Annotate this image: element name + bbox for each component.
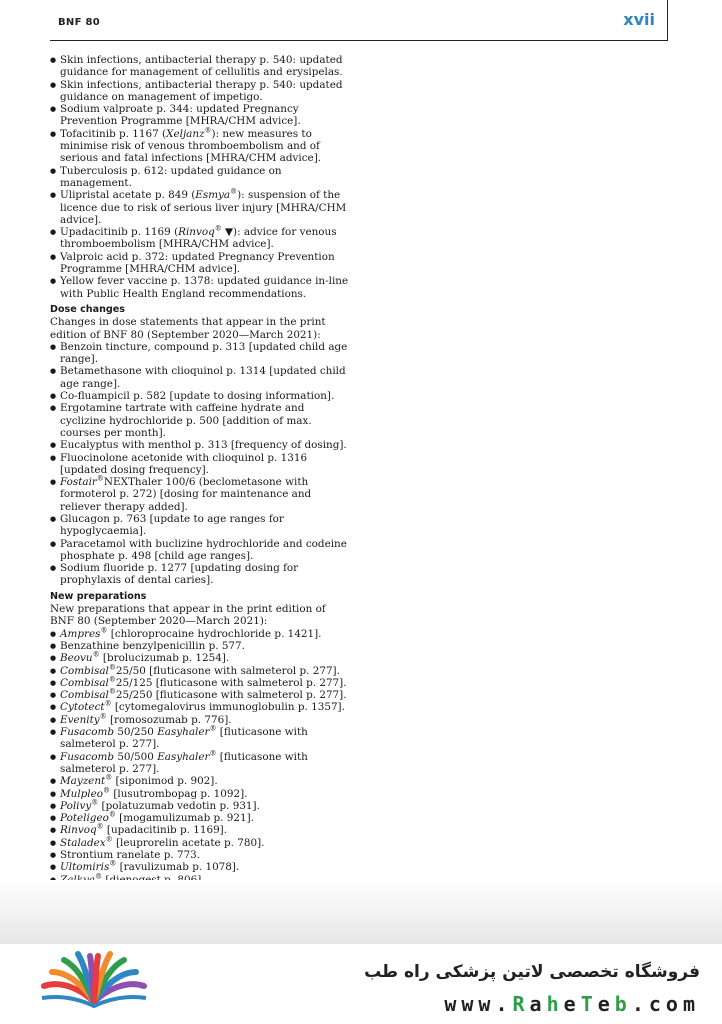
brand-name: Poteligeo bbox=[60, 812, 109, 825]
registered-mark: ® bbox=[209, 724, 217, 733]
list-item bbox=[50, 751, 350, 776]
list-item bbox=[50, 824, 350, 836]
list-item bbox=[50, 390, 350, 402]
brand-name: Cytotect bbox=[60, 701, 105, 714]
brand-name: Fostair bbox=[60, 476, 97, 489]
brand-name: Rinvoq bbox=[178, 226, 215, 239]
item-text: Eucalyptus with menthol p. 313 [frequency of dosing]. bbox=[60, 439, 347, 452]
brand-name: Easyhaler bbox=[157, 726, 210, 739]
list-item bbox=[50, 689, 350, 701]
brand-name: Fusacomb bbox=[60, 726, 115, 739]
registered-mark: ® bbox=[96, 474, 104, 483]
registered-mark: ® bbox=[108, 810, 116, 819]
brand-name: Mayzent bbox=[60, 775, 106, 788]
registered-mark: ® bbox=[230, 187, 238, 196]
list-item bbox=[50, 103, 350, 128]
item-text: [mogamulizumab p. 921]. bbox=[115, 812, 254, 825]
item-text: Skin infections, antibacterial therapy p. 540: updated guidance on management of impetigo. bbox=[60, 78, 343, 103]
list-item bbox=[50, 677, 350, 689]
list-item bbox=[50, 665, 350, 677]
brand-name: Staladex bbox=[60, 836, 106, 849]
item-text: 50/250 bbox=[114, 726, 158, 739]
list-item bbox=[50, 165, 350, 190]
list-item bbox=[50, 849, 350, 861]
brand-name: Beovu bbox=[60, 652, 93, 665]
brand-name: Combisal bbox=[60, 664, 109, 677]
list-item bbox=[50, 628, 350, 640]
brand-name: Xeljanz bbox=[166, 127, 205, 140]
list-item bbox=[50, 226, 350, 251]
item-text: Strontium ranelate p. 773. bbox=[60, 849, 201, 861]
registered-mark: ® bbox=[91, 798, 99, 807]
list-item bbox=[50, 652, 350, 664]
item-text: [siponimod p. 902]. bbox=[112, 775, 218, 788]
list-item bbox=[50, 812, 350, 824]
dose-changes-intro: Changes in dose statements that appear in the print edition of BNF 80 (September 2020—March 2021): bbox=[50, 316, 326, 341]
list-item bbox=[50, 562, 350, 587]
list-item bbox=[50, 54, 350, 79]
registered-mark: ® bbox=[209, 749, 217, 758]
page-content bbox=[50, 54, 350, 886]
item-text: Sodium fluoride p. 1277 [updating dosing for prophylaxis of dental caries]. bbox=[60, 562, 299, 587]
item-text: NEXThaler 100/6 (beclometasone with formoterol p. 272) [dosing for maintenance and reliever therapy added]. bbox=[60, 476, 312, 513]
list-item bbox=[50, 800, 350, 812]
brand-name: Evenity bbox=[60, 713, 100, 726]
list-item bbox=[50, 452, 350, 477]
list-item bbox=[50, 402, 350, 439]
brand-name: Fusacomb bbox=[60, 750, 115, 763]
item-text: [cytomegalovirus immunoglobulin p. 1357]. bbox=[111, 701, 345, 714]
new-preparations-intro: New preparations that appear in the print edition of BNF 80 (September 2020—March 2021): bbox=[50, 603, 326, 628]
list-item bbox=[50, 701, 350, 713]
list-item bbox=[50, 837, 350, 849]
list-item bbox=[50, 726, 350, 751]
dose-changes-heading: Dose changes bbox=[50, 303, 126, 315]
registered-mark: ® bbox=[105, 773, 113, 782]
item-text: Sodium valproate p. 344: updated Pregnancy Prevention Programme [MHRA/CHM advice]. bbox=[60, 103, 301, 128]
item-text: [polatuzumab vedotin p. 931]. bbox=[98, 799, 260, 812]
item-text: [leuprorelin acetate p. 780]. bbox=[112, 836, 265, 849]
new-preparations-list bbox=[50, 628, 350, 886]
item-text: 50/500 bbox=[114, 750, 158, 763]
item-text: Yellow fever vaccine p. 1378: updated guidance in-line with Public Health England recommendations. bbox=[60, 275, 349, 300]
list-item bbox=[50, 714, 350, 726]
list-item bbox=[50, 189, 350, 226]
item-text: 25/250 [fluticasone with salmeterol p. 277]. bbox=[115, 689, 347, 702]
registered-mark: ® bbox=[214, 224, 222, 233]
item-text: ▼): advice for venous thromboembolism [MHRA/CHM advice]. bbox=[60, 226, 337, 251]
dose-changes-list bbox=[50, 341, 350, 587]
item-text: [upadacitinib p. 1169]. bbox=[103, 824, 228, 837]
registered-mark: ® bbox=[108, 675, 116, 684]
list-item bbox=[50, 775, 350, 787]
brand-name: Easyhaler bbox=[157, 750, 210, 763]
item-text: Upadacitinib p. 1169 ( bbox=[60, 226, 179, 239]
item-text: 25/50 [fluticasone with salmeterol p. 277]. bbox=[115, 664, 340, 677]
brand-name: Esmya bbox=[195, 189, 231, 202]
item-text: Paracetamol with buclizine hydrochloride and codeine phosphate p. 498 [child age ranges]. bbox=[60, 537, 347, 562]
page-footer bbox=[0, 944, 722, 1024]
item-text: [brolucizumab p. 1254]. bbox=[99, 652, 230, 665]
registered-mark: ® bbox=[104, 699, 112, 708]
item-text: 25/125 [fluticasone with salmeterol p. 277]. bbox=[115, 676, 347, 689]
item-text: ): new measures to minimise risk of venous thromboembolism and of serious and fatal infections [MHRA/CHM advice]. bbox=[60, 127, 322, 165]
registered-mark: ® bbox=[109, 859, 117, 868]
registered-mark: ® bbox=[108, 663, 116, 672]
item-text: Betamethasone with clioquinol p. 1314 [updated child age range]. bbox=[60, 365, 346, 390]
list-item bbox=[50, 275, 350, 300]
item-text: Glucagon p. 763 [update to age ranges for hypoglycaemia]. bbox=[60, 512, 284, 538]
item-text: Fluocinolone acetonide with clioquinol p. 1316 [updated dosing frequency]. bbox=[60, 451, 308, 476]
list-item bbox=[50, 476, 350, 513]
item-text: [fluticasone with salmeterol p. 277]. bbox=[60, 726, 308, 751]
list-item bbox=[50, 128, 350, 165]
list-item bbox=[50, 513, 350, 538]
running-head: BNF 80 bbox=[58, 17, 101, 28]
list-item bbox=[50, 341, 350, 366]
registered-mark: ® bbox=[105, 835, 113, 844]
footer-fade bbox=[0, 880, 722, 944]
item-text: [romosozumab p. 776]. bbox=[106, 713, 232, 726]
logo-page-stroke bbox=[94, 956, 98, 1002]
item-text: [ravulizumab p. 1078]. bbox=[116, 861, 240, 874]
item-text: [chloroprocaine hydrochloride p. 1421]. bbox=[107, 627, 322, 640]
page-header bbox=[50, 0, 668, 41]
brand-name: Mulpleo bbox=[60, 787, 104, 800]
brand-name: Polivy bbox=[60, 799, 92, 812]
list-item bbox=[50, 538, 350, 563]
item-text: Ergotamine tartrate with caffeine hydrate and cyclizine hydrochloride p. 500 [addition of max. courses per month]. bbox=[60, 402, 312, 439]
brand-name: Combisal bbox=[60, 689, 109, 702]
item-text: ): suspension of the licence due to risk of serious liver injury [MHRA/CHM advice]. bbox=[60, 189, 347, 226]
safety-updates-list bbox=[50, 54, 350, 300]
registered-mark: ® bbox=[96, 822, 104, 831]
item-text: Ulipristal acetate p. 849 ( bbox=[60, 189, 196, 202]
brand-name: Combisal bbox=[60, 676, 109, 689]
item-text: Tuberculosis p. 612: updated guidance on management. bbox=[60, 164, 282, 189]
brand-name: Ultomiris bbox=[60, 861, 110, 874]
list-item bbox=[50, 365, 350, 390]
item-text: Benzathine benzylpenicillin p. 577. bbox=[60, 639, 245, 652]
list-item bbox=[50, 251, 350, 276]
item-text: Skin infections, antibacterial therapy p. 540: updated guidance for management of cellulitis and erysipelas. bbox=[60, 54, 343, 79]
list-item bbox=[50, 439, 350, 451]
registered-mark: ® bbox=[100, 626, 108, 635]
shop-url: www.RaheTeb.com bbox=[444, 992, 700, 1016]
brand-name: Rinvoq bbox=[60, 824, 97, 837]
book-logo-icon bbox=[38, 950, 150, 1016]
list-item bbox=[50, 79, 350, 104]
registered-mark: ® bbox=[95, 872, 103, 881]
item-text: Benzoin tincture, compound p. 313 [updated child age range]. bbox=[60, 340, 348, 366]
item-text: [lusutrombopag p. 1092]. bbox=[110, 787, 248, 800]
item-text: [fluticasone with salmeterol p. 277]. bbox=[60, 750, 308, 775]
item-text: Tofacitinib p. 1167 ( bbox=[60, 127, 167, 140]
registered-mark: ® bbox=[99, 712, 107, 721]
page-number: xvii bbox=[623, 10, 655, 29]
shop-name: فروشگاه تخصصی لاتین پزشکی راه طب bbox=[364, 962, 700, 982]
registered-mark: ® bbox=[92, 650, 100, 659]
item-text: Co-fluampicil p. 582 [update to dosing information]. bbox=[60, 390, 335, 403]
item-text: Valproic acid p. 372: updated Pregnancy Prevention Programme [MHRA/CHM advice]. bbox=[60, 250, 335, 276]
registered-mark: ® bbox=[204, 126, 212, 135]
registered-mark: ® bbox=[103, 786, 111, 795]
registered-mark: ® bbox=[108, 687, 116, 696]
new-preparations-heading: New preparations bbox=[50, 590, 147, 602]
brand-name: Ampres bbox=[60, 627, 101, 640]
